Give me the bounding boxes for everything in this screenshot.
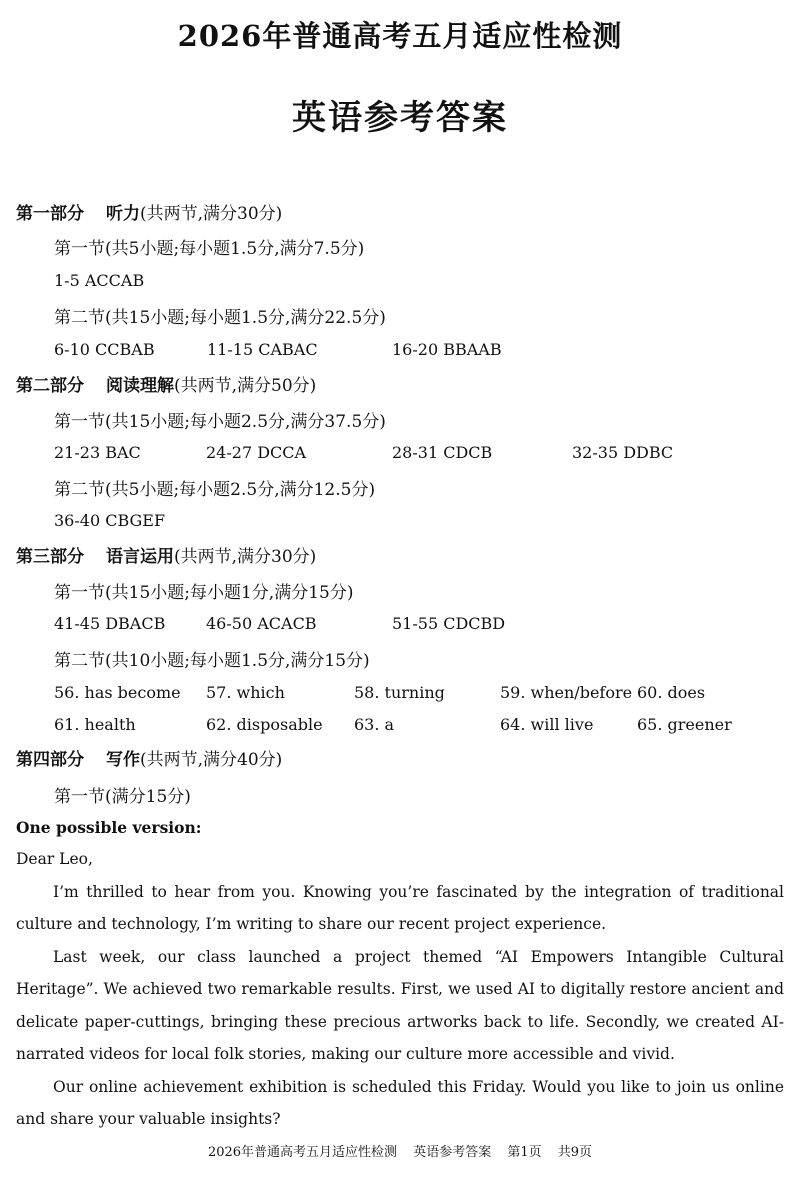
part-2-detail: (共两节,满分50分) — [174, 376, 317, 396]
document-title: 英语参考答案 — [292, 98, 508, 138]
answer-item: 56. has become — [54, 683, 181, 702]
answer-item: 62. disposable — [206, 715, 323, 734]
part-2-topic: 阅读理解 — [106, 376, 174, 396]
answer-item: 63. a — [354, 715, 395, 734]
page-footer — [0, 1141, 800, 1160]
part-4-topic: 写作 — [106, 750, 140, 770]
answer-item: 11-15 CABAC — [207, 340, 318, 359]
answer-item: 32-35 DDBC — [572, 443, 674, 462]
essay-paragraph-2: Last week, our class launched a project themed “AI Empowers Intangible Cultural Heritage”. We achieved two remarkable results. First, we used AI to digitally restore ancient and delicate paper-cuttings, bringing these precious artworks back to life. Secondly, we created AI-narrated videos for local folk stories, making our culture more accessible and vivid. — [16, 947, 784, 1063]
answer-item: 60. does — [637, 683, 706, 702]
part-1-name: 第一部分 — [16, 204, 84, 224]
answer-item: 65. greener — [637, 715, 732, 734]
part-4-detail: (共两节,满分40分) — [140, 750, 283, 770]
footer-total: 共9页 — [557, 1145, 593, 1160]
part-4-heading — [16, 745, 282, 770]
part-3-topic: 语言运用 — [106, 547, 174, 567]
part-4-section-1: 第一节(满分15分) — [54, 787, 191, 807]
part-2-heading — [16, 371, 316, 396]
part-2-name: 第二部分 — [16, 376, 84, 396]
part-1-section-1: 第一节(共5小题;每小题1.5分,满分7.5分) — [54, 239, 365, 259]
essay-paragraph-3: Our online achievement exhibition is scheduled this Friday. Would you like to join us online and share your valuable insights? — [16, 1077, 784, 1128]
answer-item: 41-45 DBACB — [54, 614, 166, 633]
essay-paragraph-1: I’m thrilled to hear from you. Knowing you’re fascinated by the integration of traditional culture and technology, I’m writing to share our recent project experience. — [16, 882, 784, 933]
answer-item: 28-31 CDCB — [392, 443, 493, 462]
part-2-section-1: 第一节(共15小题;每小题2.5分,满分37.5分) — [54, 412, 386, 432]
footer-page: 第1页 — [507, 1145, 542, 1160]
part-4-name: 第四部分 — [16, 750, 84, 770]
part-3-name: 第三部分 — [16, 547, 84, 567]
part-1-detail: (共两节,满分30分) — [140, 204, 283, 224]
answer-item: 1-5 ACCAB — [54, 271, 145, 290]
part-2-section-2: 第二节(共5小题;每小题2.5分,满分12.5分) — [54, 480, 376, 500]
answer-item: 51-55 CDCBD — [392, 614, 506, 633]
essay-heading: One possible version: — [16, 818, 202, 837]
part-3-heading — [16, 542, 316, 567]
answer-item: 21-23 BAC — [54, 443, 141, 462]
answer-item: 57. which — [206, 683, 285, 702]
answer-item: 61. health — [54, 715, 136, 734]
footer-exam: 2026年普通高考五月适应性检测 — [207, 1145, 398, 1160]
answer-item: 58. turning — [354, 683, 445, 702]
part-3-detail: (共两节,满分30分) — [174, 547, 317, 567]
part-3-section-1: 第一节(共15小题;每小题1分,满分15分) — [54, 583, 354, 603]
sample-essay — [16, 843, 784, 1136]
part-1-heading — [16, 199, 282, 224]
answer-item: 36-40 CBGEF — [54, 511, 166, 530]
part-3-section-2: 第二节(共10小题;每小题1.5分,满分15分) — [54, 651, 370, 671]
answer-item: 46-50 ACACB — [206, 614, 317, 633]
exam-title: 2026年普通高考五月适应性检测 — [177, 19, 623, 53]
part-1-section-2: 第二节(共15小题;每小题1.5分,满分22.5分) — [54, 308, 386, 328]
answer-item: 59. when/before — [500, 683, 633, 702]
answer-item: 24-27 DCCA — [206, 443, 307, 462]
essay-greeting: Dear Leo, — [16, 850, 93, 868]
footer-doc: 英语参考答案 — [413, 1145, 492, 1160]
answer-item: 16-20 BBAAB — [392, 340, 502, 359]
answer-item: 64. will live — [500, 715, 594, 734]
answer-item: 6-10 CCBAB — [54, 340, 155, 359]
part-1-topic: 听力 — [106, 204, 140, 224]
